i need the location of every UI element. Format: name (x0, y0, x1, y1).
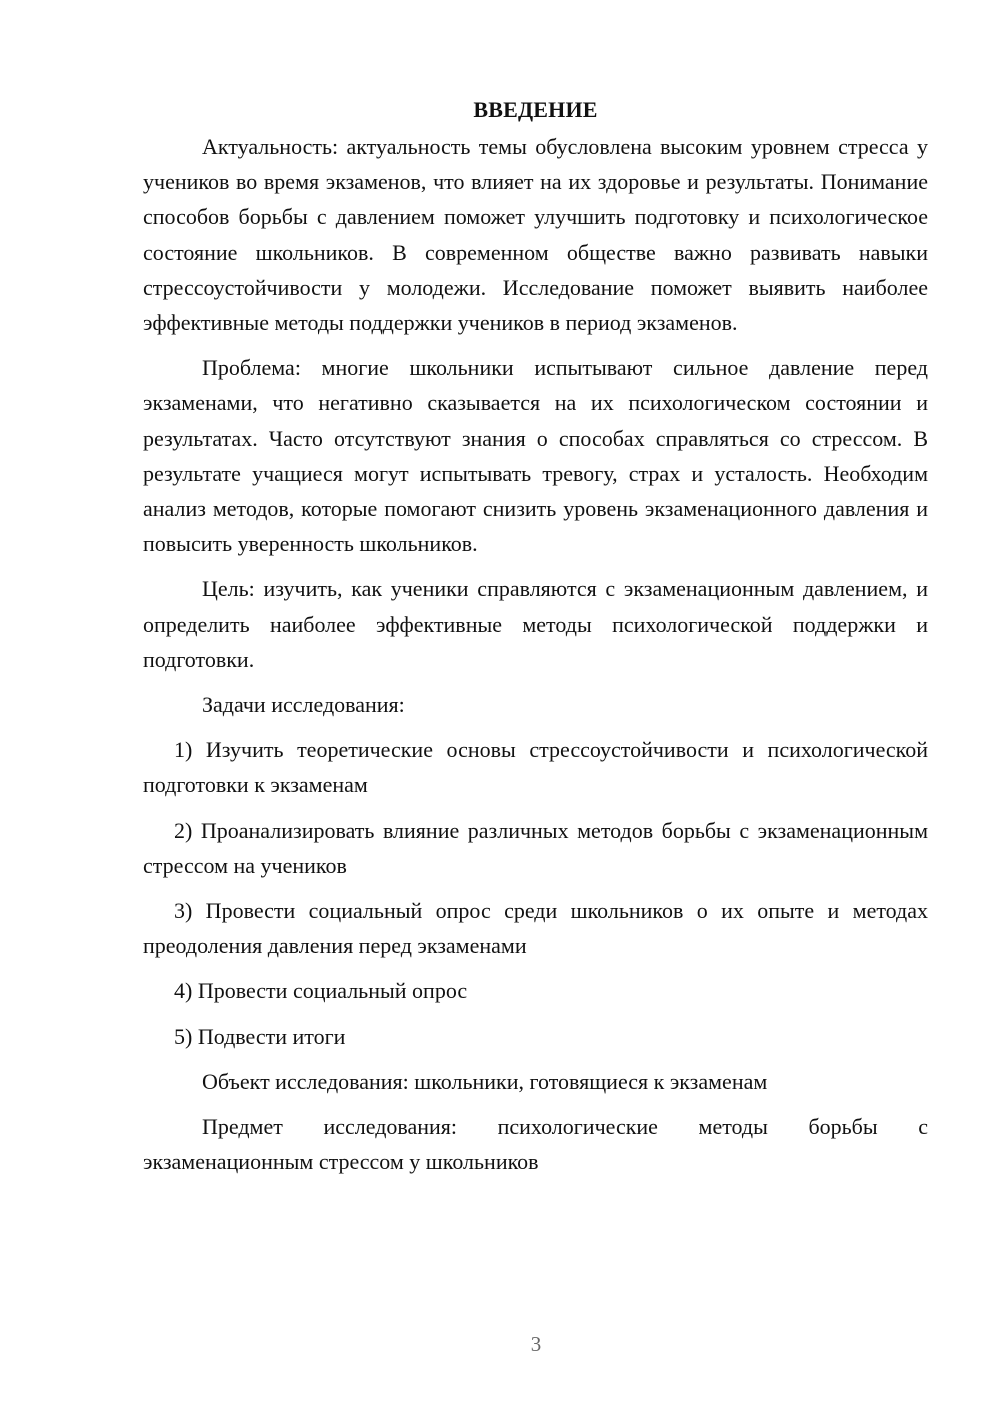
research-subject-paragraph: Предмет исследования: психологические методы борьбы с экзаменационным стрессом у школьников (143, 1114, 928, 1175)
problem-paragraph: Проблема: многие школьники испытывают сильное давление перед экзаменами, что негативно сказывается на их психологическом состоянии и результатах. Часто отсутствуют знания о способах справляться со стрессом. В результате учащиеся могут испытывать тревогу, страх и усталость. Необходим анализ методов, которые помогают снизить уровень экзаменационного давления и повысить уверенность школьников. (143, 355, 928, 557)
research-object-paragraph: Объект исследования: школьники, готовящиеся к экзаменам (202, 1068, 768, 1094)
tasks-heading: Задачи исследования: (202, 692, 405, 718)
task-item-5: 5) Подвести итоги (174, 1023, 346, 1049)
task-item-2: 2) Проанализировать влияние различных методов борьбы с экзаменационным стрессом на учеников (143, 817, 928, 878)
section-heading: ВВЕДЕНИЕ (473, 97, 598, 122)
task-item-3: 3) Провести социальный опрос среди школьников о их опыте и методах преодоления давления перед экзаменами (143, 898, 928, 959)
task-item-1: 1) Изучить теоретические основы стрессоустойчивости и психологической подготовки к экзаменам (143, 737, 928, 798)
goal-paragraph: Цель: изучить, как ученики справляются с экзаменационным давлением, и определить наиболее эффективные методы психологической поддержки и подготовки. (143, 576, 928, 672)
page-number: 3 (530, 1332, 542, 1356)
relevance-paragraph: Актуальность: актуальность темы обусловлена высоким уровнем стресса у учеников во время экзаменов, что влияет на их здоровье и результаты. Понимание способов борьбы с давлением поможет улучшить подготовку и психологическое состояние школьников. В современном обществе важно развивать навыки стрессоустойчивости у молодежи. Исследование поможет выявить наиболее эффективные методы поддержки учеников в период экзаменов. (143, 134, 928, 336)
page-content (143, 92, 928, 1189)
task-item-4: 4) Провести социальный опрос (174, 978, 468, 1004)
